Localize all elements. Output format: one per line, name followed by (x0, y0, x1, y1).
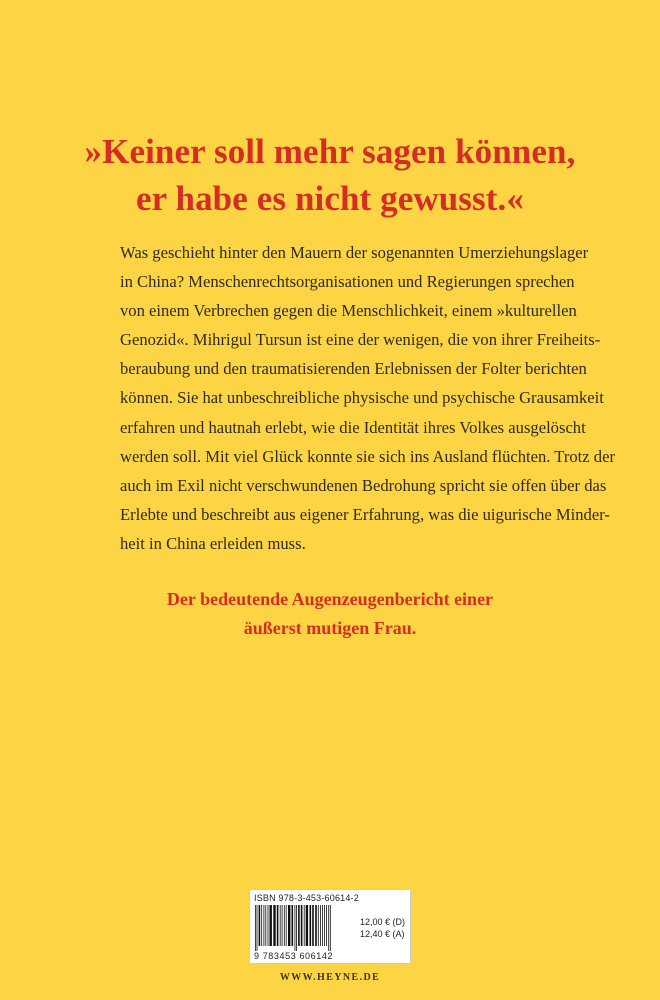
barcode-bar (301, 905, 303, 946)
barcode-bar (298, 905, 300, 946)
price-germany: 12,00 € (D) (360, 917, 406, 927)
quote-line-2: er habe es nicht gewusst.« (136, 179, 524, 218)
tagline-line-1: Der bedeutende Augenzeugenbericht einer (166, 589, 494, 609)
blurb-text (120, 238, 615, 558)
barcode-bar (322, 905, 323, 946)
barcode-bar (296, 905, 297, 951)
tagline (0, 585, 660, 643)
blurb-line: auch im Exil nicht verschwundenen Bedrohung spricht sie offen über das (120, 475, 607, 495)
barcode-bar (270, 905, 272, 946)
blurb-line: heit in China erleiden muss. (120, 533, 306, 553)
barcode-bar (328, 905, 329, 951)
barcode-bar (320, 905, 321, 946)
blurb-line: erfahren und hautnah erlebt, wie die Identität ihres Volkes ausgelöscht (120, 417, 586, 437)
price-austria: 12,40 € (A) (360, 929, 405, 939)
barcode-graphic (254, 905, 354, 951)
barcode-bar (282, 905, 283, 946)
publisher-website: WWW.HEYNE.DE (279, 972, 381, 983)
barcode-bar (277, 905, 279, 946)
barcode-bar (295, 905, 296, 951)
barcode-bar (315, 905, 317, 946)
barcode-bar (312, 905, 314, 946)
blurb-line: Genozid«. Mihrigul Tursun ist eine der wenigen, die von ihrer Freiheits- (120, 330, 601, 350)
barcode-bar (259, 905, 261, 946)
barcode-box (249, 889, 411, 964)
headline-quote (0, 128, 660, 222)
barcode-bar (284, 905, 285, 946)
barcode-bar (306, 905, 308, 946)
barcode-bar (286, 905, 287, 946)
barcode-bar (264, 905, 265, 946)
blurb-line: von einem Verbrechen gegen die Menschlichkeit, einem »kulturellen (120, 301, 577, 321)
barcode-bar (310, 905, 312, 946)
quote-line-1: »Keiner soll mehr sagen können, (84, 132, 576, 171)
barcode-bar (330, 905, 331, 951)
barcode-bar (255, 905, 256, 951)
price-block (360, 916, 405, 940)
barcode-bar (265, 905, 266, 946)
blurb-line: in China? Menschenrechtsorganisationen und Regierungen sprechen (120, 272, 575, 292)
blurb-line: beraubung und den traumatisierenden Erlebnissen der Folter berichten (120, 359, 587, 379)
barcode-bar (280, 905, 281, 946)
blurb-line: werden soll. Mit viel Glück konnte sie sich ins Ausland flüchten. Trotz der (120, 446, 615, 466)
isbn-label: ISBN 978-3-453-60614-2 (254, 893, 359, 903)
barcode-bar (304, 905, 305, 946)
barcode-bar (261, 905, 262, 946)
barcode-bar (324, 905, 325, 946)
barcode-bar (292, 905, 294, 946)
blurb-line: Erlebte und beschreibt aus eigener Erfahrung, was die uigurische Minder- (120, 504, 610, 524)
barcode-bar (318, 905, 319, 946)
tagline-line-2: äußerst mutigen Frau. (243, 618, 417, 638)
barcode-digits: 9 783453 606142 (254, 951, 334, 961)
barcode-bar (326, 905, 327, 946)
blurb-line: Was geschieht hinter den Mauern der sogenannten Umerziehungslager (120, 243, 589, 262)
barcode-bar (288, 905, 290, 946)
barcode-bar (268, 905, 269, 946)
barcode-bar (273, 905, 275, 946)
blurb-line: können. Sie hat unbeschreibliche physische und psychische Grausamkeit (120, 388, 604, 408)
barcode-bar (257, 905, 258, 951)
